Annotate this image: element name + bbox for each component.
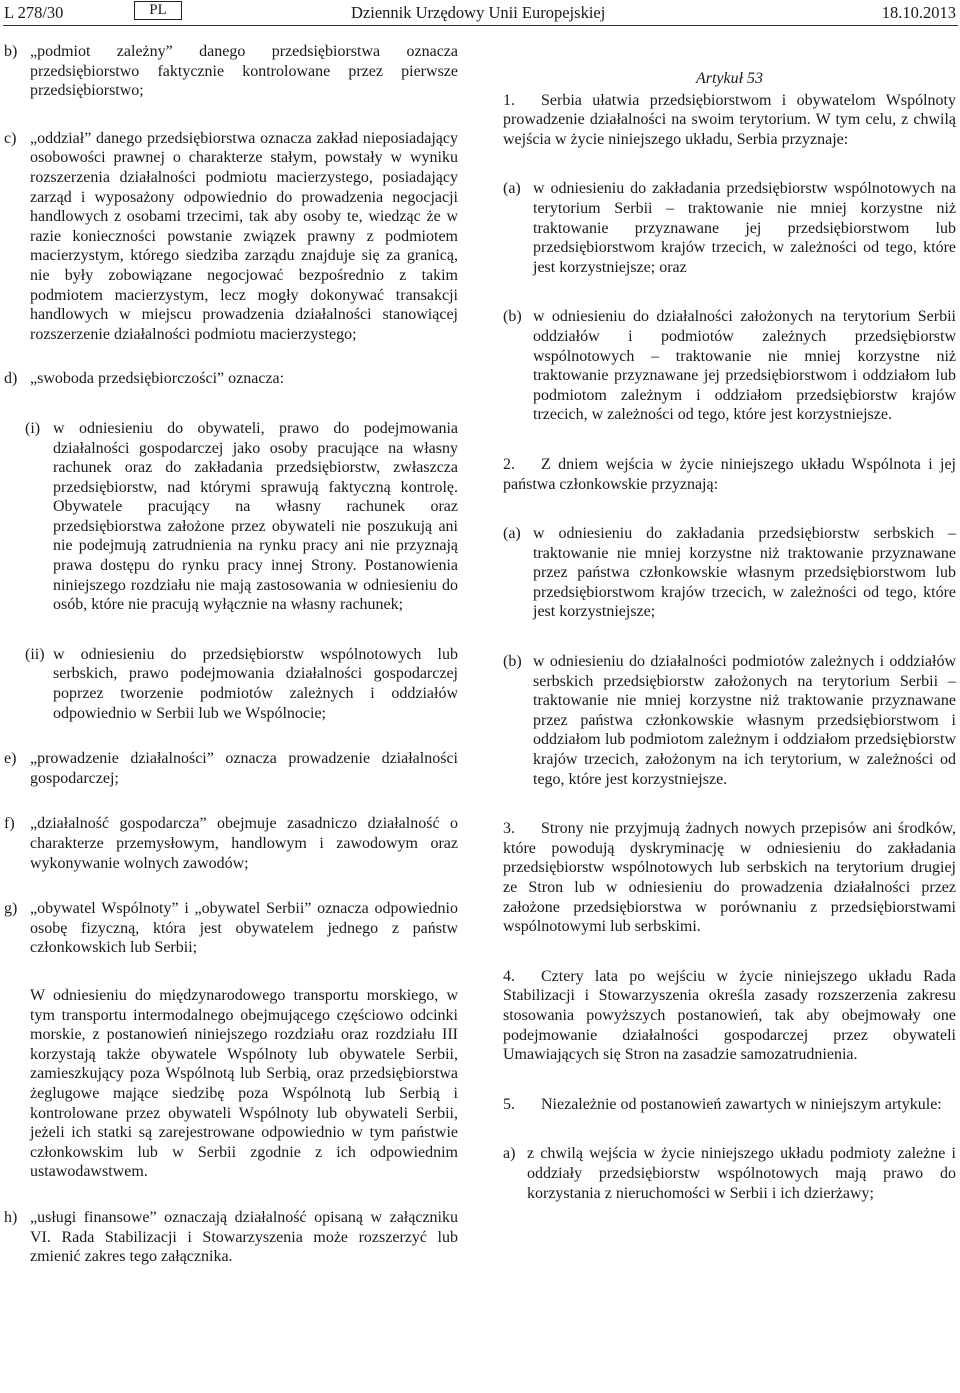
article-title: Artykuł 53 bbox=[695, 70, 764, 87]
definition-f bbox=[4, 814, 458, 873]
page-reference: L 278/30 bbox=[4, 3, 64, 22]
publication-date: 18.10.2013 bbox=[881, 3, 956, 22]
paragraph-2-a bbox=[503, 524, 956, 622]
paragraph-text: Cztery lata po wejściu w życie niniejszego układu Rada Stabilizacji i Stowarzyszenia określa zasady rozszerzenia zakresu stosowania powyższych postanowień, tak aby obejmowały one podejmowanie działalności gospodarczej przez obywateli Umawiających się Stron na zasadzie samozatrudnienia. bbox=[503, 967, 956, 1064]
paragraph-1 bbox=[503, 91, 956, 150]
item-label: d) bbox=[4, 370, 18, 388]
item-text: „obywatel Wspólnoty” i „obywatel Serbii” oznacza odpowiednio osobę fizyczną, która jest obywatelem jednego z państw członkowskich lub Serbii; bbox=[30, 900, 458, 957]
definition-e bbox=[4, 749, 458, 788]
definition-d-i bbox=[4, 419, 458, 615]
item-text: „usługi finansowe” oznaczają działalność opisaną w załączniku VI. Rada Stabilizacji i Stowarzyszenia może rozszerzyć lub zmienić zakres tego załącznika. bbox=[30, 1208, 458, 1266]
item-label: c) bbox=[4, 129, 17, 147]
item-label: h) bbox=[4, 1208, 18, 1226]
paragraph-5 bbox=[503, 1095, 956, 1115]
paragraph-5-a bbox=[503, 1144, 956, 1203]
item-label: (b) bbox=[503, 308, 522, 326]
item-label: (b) bbox=[503, 653, 522, 671]
paragraph-text: Strony nie przyjmują żadnych nowych przepisów ani środków, które powodują dyskryminację w odniesieniu do zakładania przedsiębiorstw wspólnotowych lub serbskich na terytorium drugiej ze Stron lub w odniesieniu do prowadzenia działalności przez założone przedsiębiorstwa w porównaniu z przedsiębiorstwami wspólnotowymi lub serbskimi. bbox=[503, 820, 956, 936]
item-text: „prowadzenie działalności” oznacza prowadzenie działalności gospodarczej; bbox=[30, 750, 458, 787]
paragraph-1-a bbox=[503, 179, 956, 277]
right-column bbox=[503, 69, 956, 1203]
definition-b bbox=[4, 42, 458, 101]
definition-d-ii bbox=[4, 645, 458, 723]
paragraph-number: 2. bbox=[503, 455, 515, 473]
paragraph-number: 5. bbox=[503, 1095, 515, 1113]
item-label: e) bbox=[4, 750, 17, 768]
maritime-transport-paragraph: W odniesieniu do międzynarodowego transportu morskiego, w tym transportu intermodalnego obejmującego częściowo odcinki morskie, z postanowień niniejszego rozdziału oraz rozdziału III korzystają także obywatele Wspólnoty lub obywatele Serbii, zamieszkujący poza Wspólnotą lub Serbią, oraz przedsiębiorstwa żeglugowe mające siedzibę poza Wspólnotą lub Serbią i kontrolowane przez obywateli Wspólnoty lub obywateli Serbii, jeżeli ich statki są zarejestrowane odpowiednio w tym państwie członkowskim lub w Serbii zgodnie z ich odpowiednim ustawodawstwem. bbox=[30, 986, 458, 1181]
item-text: „swoboda przedsiębiorczości” oznacza: bbox=[30, 370, 285, 388]
definition-g bbox=[4, 899, 458, 958]
item-text: w odniesieniu do zakładania przedsiębiorstw wspólnotowych na terytorium Serbii – traktowanie nie mniej korzystne niż traktowanie przyznawane jej przedsiębiorstwom lub przedsiębiorstwom krajów trzecich, w zależności od tego, które jest korzystniejsze; oraz bbox=[533, 180, 956, 276]
paragraph-2-b bbox=[503, 652, 956, 789]
paragraph-text: Niezależnie od postanowień zawartych w niniejszym artykule: bbox=[541, 1095, 942, 1113]
item-text: w odniesieniu do zakładania przedsiębiorstw serbskich – traktowanie nie mniej korzystne niż traktowanie przyznawane przez państwa członkowskie własnym przedsiębiorstwom lub przedsiębiorstwom krajów trzecich, w zależności od tego, które jest korzystniejsze; bbox=[533, 525, 956, 621]
definition-d bbox=[4, 369, 458, 389]
item-label: a) bbox=[503, 1145, 516, 1163]
item-text: w odniesieniu do obywateli, prawo do podejmowania działalności gospodarczej jako osoby pracujące na własny rachunek oraz do zakładania przedsiębiorstw, zwłaszcza przedsiębiorstw, nad którymi sprawują faktyczną kontrolę. Obywatele pracujący na własny rachunek oraz przedsiębiorstwa założone przez obywateli nie poszukują ani nie podejmują zatrudnienia na rynku pracy ani nie przyznają prawa dostępu do rynku pracy innej Strony. Postanowienia niniejszego rozdziału nie mają zastosowania w odniesieniu do osób, które nie pracują wyłącznie na własny rachunek; bbox=[53, 419, 458, 614]
item-label: g) bbox=[4, 900, 18, 918]
item-text: z chwilą wejścia w życie niniejszego układu podmioty zależne i oddziały przedsiębiorstw wspólnotowych mają prawo do korzystania z nieruchomości w Serbii i ich dzierżawy; bbox=[527, 1145, 956, 1202]
header-divider bbox=[3, 25, 958, 26]
item-text: w odniesieniu do przedsiębiorstw wspólnotowych lub serbskich, prawo podejmowania działalności gospodarczej poprzez tworzenie podmiotów zależnych i oddziałów odpowiednio w Serbii lub we Wspólnocie; bbox=[53, 645, 458, 722]
page-header bbox=[0, 0, 960, 24]
item-text: „oddział” danego przedsiębiorstwa oznacza zakład nieposiadający osobowości prawnej o charakterze stałym, powstały w wyniku rozszerzenia działalności podmiotu macierzystego, posiadający zarząd i wyposażony odpowiednio do prowadzenia negocjacji handlowych z osobami trzecimi, tak aby osoby te, wiedząc że w razie konieczności powstanie związek prawny z podmiotem macierzystym, którego siedziba zarządu znajduje się za granicą, nie były zobowiązane negocjować bezpośrednio z takim podmiotem macierzystym, lecz mogły dokonywać transakcji handlowych w miejscu prowadzenia działalności stanowiącej rozszerzenie działalności podmiotu macierzystego; bbox=[30, 129, 458, 343]
paragraph-number: 4. bbox=[503, 967, 515, 985]
paragraph-4 bbox=[503, 967, 956, 1065]
journal-title: Dziennik Urzędowy Unii Europejskiej bbox=[351, 3, 606, 22]
item-text: w odniesieniu do działalności założonych na terytorium Serbii oddziałów i podmiotów zależnych przedsiębiorstw wspólnotowych – traktowanie nie mniej korzystne niż traktowanie przyznawane jej przedsiębiorstwom i oddziałom lub podmiotom zależnym i oddziałom przedsiębiorstw krajów trzecich, w zależności od tego, które jest korzystniejsze. bbox=[533, 308, 956, 424]
paragraph-text: Serbia ułatwia przedsiębiorstwom i obywatelom Wspólnoty prowadzenie działalności na swoim terytorium. W tym celu, z chwilą wejścia w życie niniejszego układu, Serbia przyznaje: bbox=[503, 91, 956, 148]
item-label: (i) bbox=[25, 419, 41, 437]
definition-h bbox=[4, 1208, 458, 1267]
definition-c bbox=[4, 129, 458, 345]
item-label: b) bbox=[4, 43, 18, 60]
item-text: „działalność gospodarcza” obejmuje zasadniczo działalność o charakterze przemysłowym, handlowym i zawodowym oraz wykonywanie wolnych zawodów; bbox=[30, 815, 458, 872]
item-text: „podmiot zależny” danego przedsiębiorstwa oznacza przedsiębiorstwo faktycznie kontrolowane przez pierwsze przedsiębiorstwo; bbox=[30, 43, 458, 100]
item-text: w odniesieniu do działalności podmiotów zależnych i oddziałów serbskich przedsiębiorstw założonych na terytorium Serbii – traktowanie nie mniej korzystne niż traktowanie przyznawane przez państwa członkowskie własnym przedsiębiorstwom i oddziałom lub podmiotom zależnym i oddziałom przedsiębiorstw krajów trzecich, założonym na ich terytorium, w zależności od tego, które jest korzystniejsze. bbox=[533, 653, 956, 788]
paragraph-number: 1. bbox=[503, 91, 515, 109]
left-column bbox=[4, 43, 458, 1267]
paragraph-3 bbox=[503, 819, 956, 937]
language-badge: PL bbox=[134, 1, 182, 20]
paragraph-2 bbox=[503, 455, 956, 494]
paragraph-text: Z dniem wejścia w życie niniejszego układu Wspólnota i jej państwa członkowskie przyznają: bbox=[503, 455, 956, 493]
paragraph-1-b bbox=[503, 307, 956, 425]
item-label: (a) bbox=[503, 180, 521, 198]
paragraph-number: 3. bbox=[503, 820, 515, 838]
item-label: f) bbox=[4, 815, 15, 833]
item-label: (a) bbox=[503, 525, 521, 543]
item-label: (ii) bbox=[25, 645, 45, 663]
